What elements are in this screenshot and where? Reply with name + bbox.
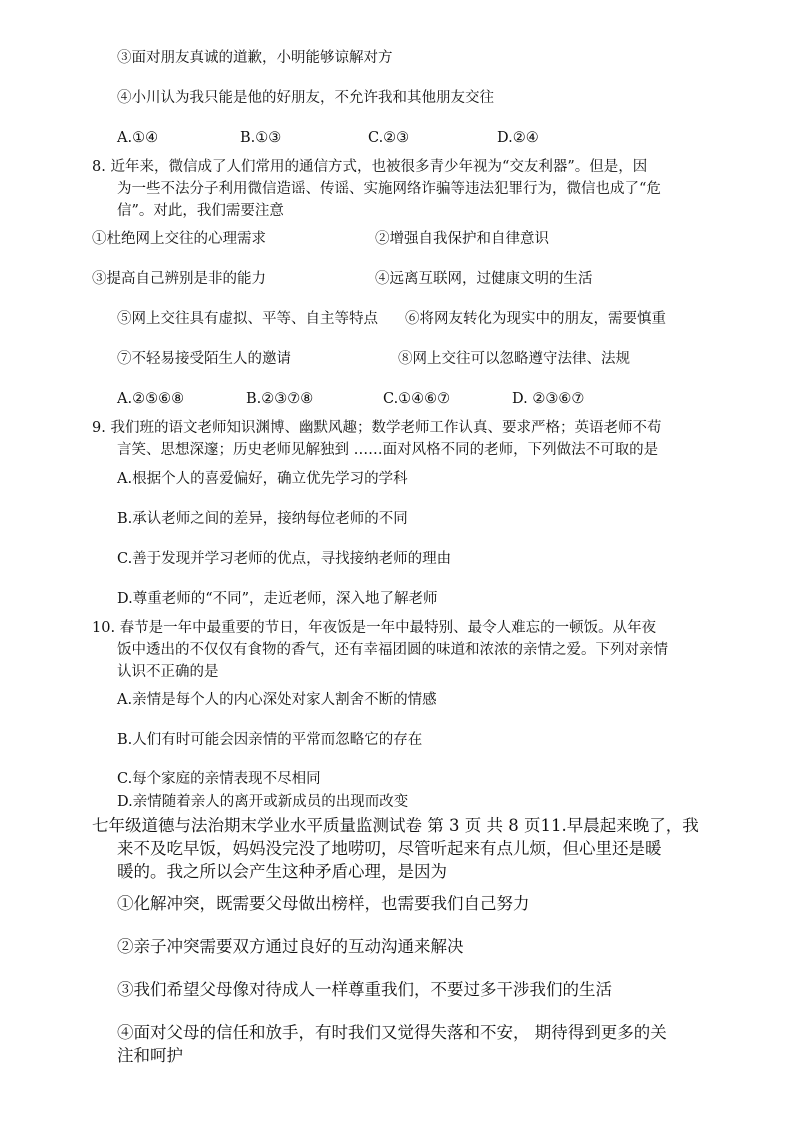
q9-stem-line-1: 9. 我们班的语文老师知识渊博、幽默风趣；数学老师工作认真、要求严格；英语老师不苟 bbox=[92, 420, 662, 436]
q8-item-2: ②增强自我保护和自律意识 bbox=[375, 231, 549, 247]
q10-stem-line-3: 认识不正确的是 bbox=[117, 664, 219, 680]
q8-item-6: ⑥将网友转化为现实中的朋友，需要慎重 bbox=[405, 311, 666, 327]
q8-stem-line-1: 8. 近年来，微信成了人们常用的通信方式，也被很多青少年视为“交友利器”。但是，因 bbox=[92, 159, 648, 175]
q11-item-1: ①化解冲突，既需要父母做出榜样，也需要我们自己努力 bbox=[117, 894, 530, 913]
q8-item-8: ⑧网上交往可以忽略遵守法律、法规 bbox=[398, 351, 630, 367]
q11-stem-line-2: 来不及吃早饭，妈妈没完没了地唠叨，尽管听起来有点儿烦，但心里还是暖 bbox=[117, 839, 662, 858]
q8-option-d: D. ②③⑥⑦ bbox=[512, 391, 585, 407]
q11-stem-line-3: 暖的。我之所以会产生这种矛盾心理，是因为 bbox=[117, 862, 447, 881]
q11-item-4-line-1: ④面对父母的信任和放手，有时我们又觉得失落和不安， 期待得到更多的关 bbox=[117, 1023, 667, 1042]
q11-item-2: ②亲子冲突需要双方通过良好的互动沟通来解决 bbox=[117, 937, 464, 956]
q9-stem-line-2: 言笑、思想深邃；历史老师见解独到 ……面对风格不同的老师，下列做法不可取的是 bbox=[117, 442, 659, 458]
q8-item-7: ⑦不轻易接受陌生人的邀请 bbox=[117, 351, 291, 367]
q7-item-4: ④小川认为我只能是他的好朋友，不允许我和其他朋友交往 bbox=[117, 90, 494, 106]
q8-stem-line-2: 为一些不法分子利用微信造谣、传谣、实施网络诈骗等违法犯罪行为，微信也成了“危 bbox=[117, 181, 661, 197]
q10-option-b: B.人们有时可能会因亲情的平常而忽略它的存在 bbox=[117, 732, 423, 748]
q8-item-5: ⑤网上交往具有虚拟、平等、自主等特点 bbox=[117, 311, 378, 327]
q8-option-a: A.②⑤⑥⑧ bbox=[117, 391, 185, 407]
q10-stem-line-2: 饭中透出的不仅仅有食物的香气，还有幸福团圆的味道和浓浓的亲情之爱。下列对亲情 bbox=[117, 642, 668, 658]
q11-item-4-line-2: 注和呵护 bbox=[117, 1046, 183, 1065]
page-footer-q11-line-1: 七年级道德与法治期末学业水平质量监测试卷 第 3 页 共 8 页11.早晨起来晚了，我 bbox=[92, 816, 699, 835]
q8-item-1: ①杜绝网上交往的心理需求 bbox=[92, 231, 266, 247]
q10-option-a: A.亲情是每个人的内心深处对家人割舍不断的情感 bbox=[117, 692, 437, 708]
q7-option-d: D.②④ bbox=[497, 130, 539, 146]
q9-option-b: B.承认老师之间的差异，接纳每位老师的不同 bbox=[117, 511, 408, 527]
q7-item-3: ③面对朋友真诚的道歉，小明能够谅解对方 bbox=[117, 50, 393, 66]
q9-option-c: C.善于发现并学习老师的优点，寻找接纳老师的理由 bbox=[117, 551, 452, 567]
q8-item-3: ③提高自己辨别是非的能力 bbox=[92, 271, 266, 287]
q11-item-3: ③我们希望父母像对待成人一样尊重我们，不要过多干涉我们的生活 bbox=[117, 980, 612, 999]
q10-option-c: C.每个家庭的亲情表现不尽相同 bbox=[117, 771, 321, 787]
q9-option-d: D.尊重老师的“不同”，走近老师，深入地了解老师 bbox=[117, 591, 438, 607]
q8-item-4: ④远离互联网，过健康文明的生活 bbox=[375, 271, 593, 287]
q9-option-a: A.根据个人的喜爱偏好，确立优先学习的学科 bbox=[117, 471, 408, 487]
q8-option-c: C.①④⑥⑦ bbox=[383, 391, 451, 407]
q10-stem-line-1: 10. 春节是一年中最重要的节日，年夜饭是一年中最特别、最令人难忘的一顿饭。从年夜 bbox=[92, 620, 657, 636]
q10-option-d: D.亲情随着亲人的离开或新成员的出现而改变 bbox=[117, 794, 409, 810]
q7-option-b: B.①③ bbox=[240, 130, 282, 146]
q7-option-a: A.①④ bbox=[117, 130, 159, 146]
q7-option-c: C.②③ bbox=[368, 130, 410, 146]
q8-stem-line-3: 信”。对此，我们需要注意 bbox=[117, 203, 284, 219]
q8-option-b: B.②③⑦⑧ bbox=[246, 391, 314, 407]
